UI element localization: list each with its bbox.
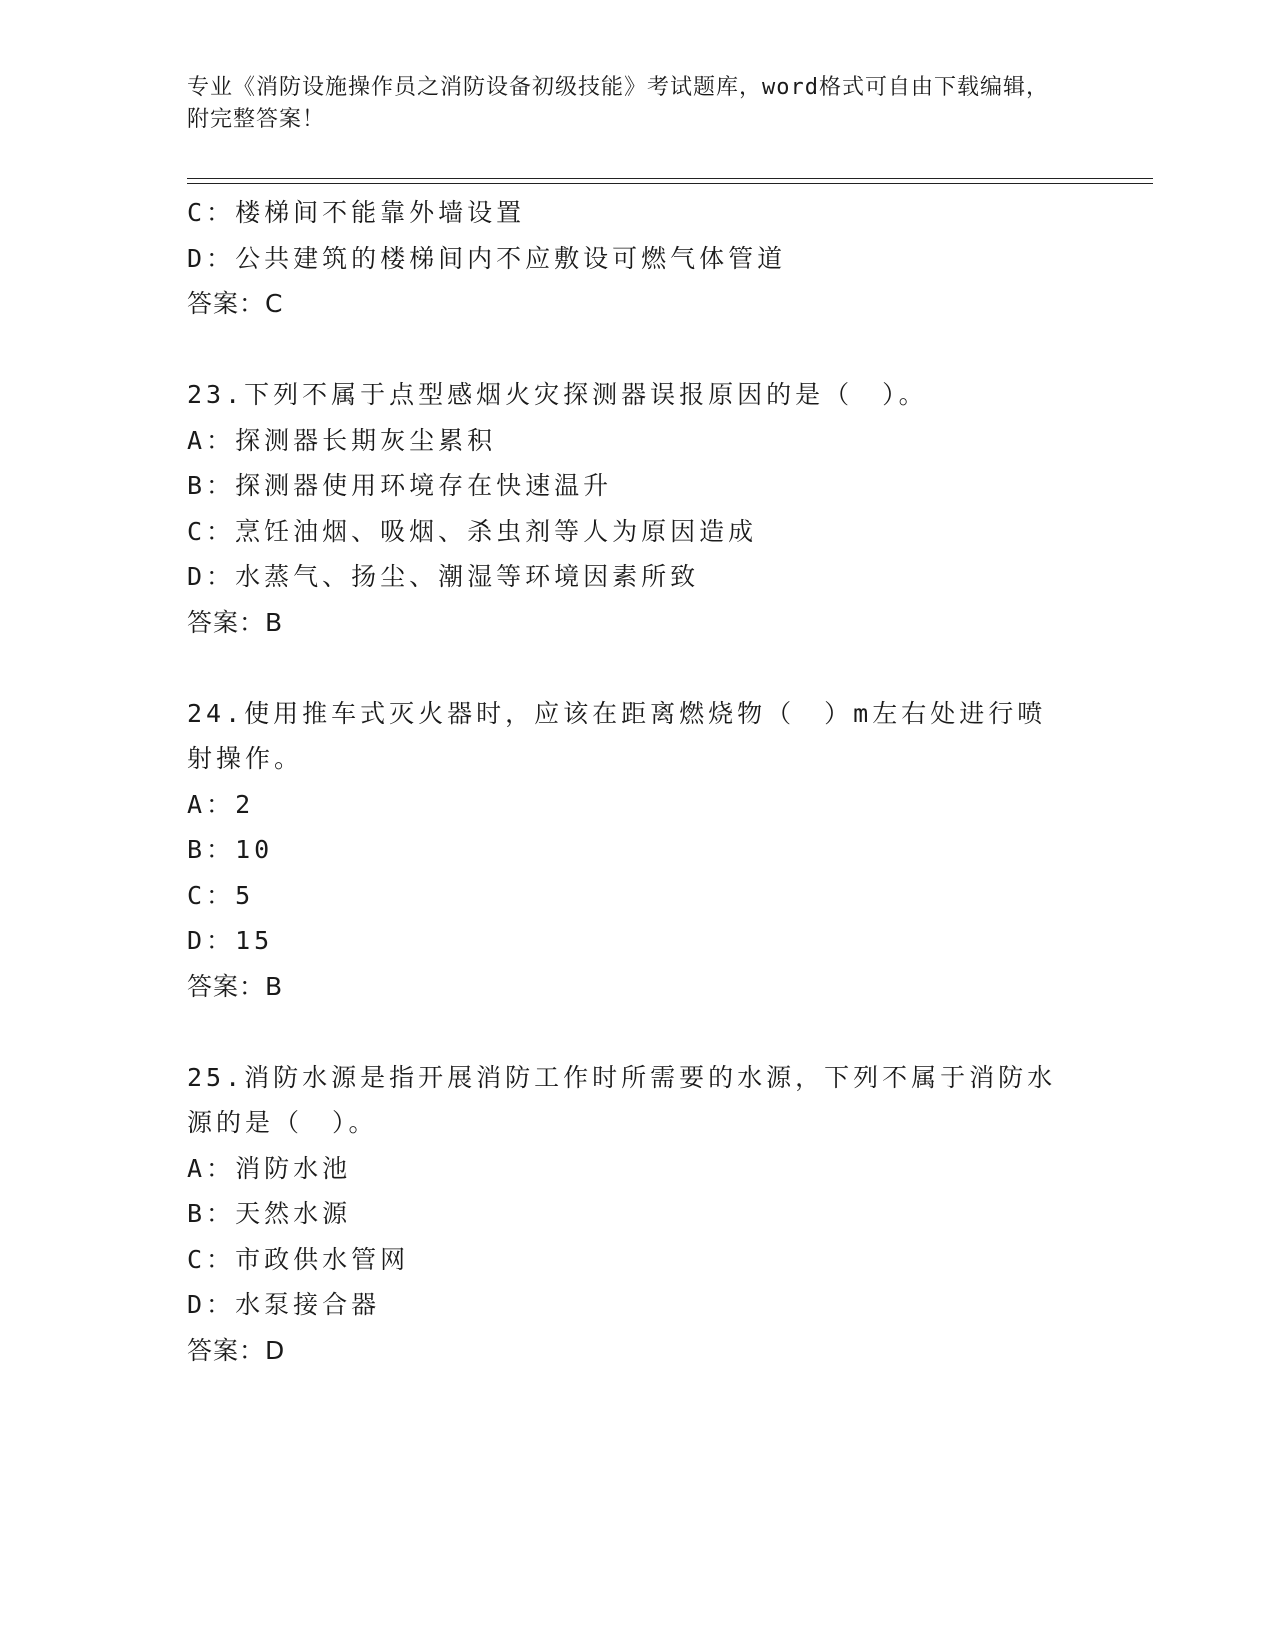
spacer — [187, 645, 1077, 691]
option-label: A： — [187, 1153, 236, 1183]
answer-line: 答案：B — [187, 971, 284, 1001]
option-label: C： — [187, 1244, 236, 1274]
option-text: 探测器长期灰尘累积 — [235, 425, 497, 455]
option-a — [187, 782, 1077, 828]
option-text: 消防水池 — [235, 1153, 352, 1183]
option-label: B： — [187, 471, 236, 500]
answer-line: 答案：C — [187, 289, 284, 318]
option-c — [187, 1237, 1077, 1283]
option-c — [187, 873, 1077, 919]
spacer — [187, 327, 1077, 373]
option-label: D： — [187, 1290, 236, 1319]
option-text: 10 — [235, 835, 274, 864]
option-label: D： — [187, 926, 236, 955]
option-text: 探测器使用环境存在快速温升 — [235, 471, 613, 500]
option-text: 5 — [235, 880, 255, 910]
option-b — [187, 1191, 1077, 1237]
spacer — [187, 1009, 1077, 1055]
option-d — [187, 236, 1077, 282]
option-text: 公共建筑的楼梯间内不应敷设可燃气体管道 — [235, 243, 787, 273]
question-text: 24.使用推车式灭火器时，应该在距离燃烧物（ ）m左右处进行喷射操作。 — [187, 698, 1047, 773]
answer-line: 答案：B — [187, 607, 284, 637]
option-label: C： — [187, 198, 236, 227]
option-c — [187, 190, 1077, 236]
option-text: 水蒸气、扬尘、潮湿等环境因素所致 — [235, 562, 700, 591]
option-label: B： — [187, 835, 236, 864]
question-25 — [187, 1055, 1077, 1374]
option-d — [187, 1282, 1077, 1328]
question-text: 23.下列不属于点型感烟火灾探测器误报原因的是（ ）。 — [187, 380, 928, 409]
option-label: A： — [187, 425, 236, 455]
option-b — [187, 463, 1077, 509]
option-d — [187, 554, 1077, 600]
partial-question — [187, 190, 1077, 327]
option-text: 烹饪油烟、吸烟、杀虫剂等人为原因造成 — [235, 516, 758, 546]
option-label: C： — [187, 880, 236, 910]
question-list — [187, 190, 1077, 1373]
option-a — [187, 1146, 1077, 1192]
option-c — [187, 509, 1077, 555]
option-text: 15 — [235, 926, 274, 955]
option-label: B： — [187, 1199, 236, 1228]
header-divider-bottom — [187, 183, 1153, 184]
option-text: 市政供水管网 — [235, 1244, 410, 1274]
document-header: 专业《消防设施操作员之消防设备初级技能》考试题库，word格式可自由下载编辑，附完整答案！ — [187, 75, 1049, 132]
option-text: 水泵接合器 — [235, 1290, 381, 1319]
answer-line: 答案：D — [187, 1335, 286, 1365]
option-a — [187, 418, 1077, 464]
option-label: D： — [187, 243, 236, 273]
option-text: 天然水源 — [235, 1199, 352, 1228]
option-label: D： — [187, 562, 236, 591]
option-d — [187, 918, 1077, 964]
option-label: A： — [187, 789, 236, 819]
question-24 — [187, 691, 1077, 1010]
question-text: 25.消防水源是指开展消防工作时所需要的水源，下列不属于消防水源的是（ ）。 — [187, 1062, 1057, 1137]
header-divider-top — [187, 178, 1153, 179]
question-23 — [187, 372, 1077, 645]
option-text: 2 — [235, 789, 255, 819]
option-b — [187, 827, 1077, 873]
option-label: C： — [187, 516, 236, 546]
option-text: 楼梯间不能靠外墙设置 — [235, 198, 526, 227]
